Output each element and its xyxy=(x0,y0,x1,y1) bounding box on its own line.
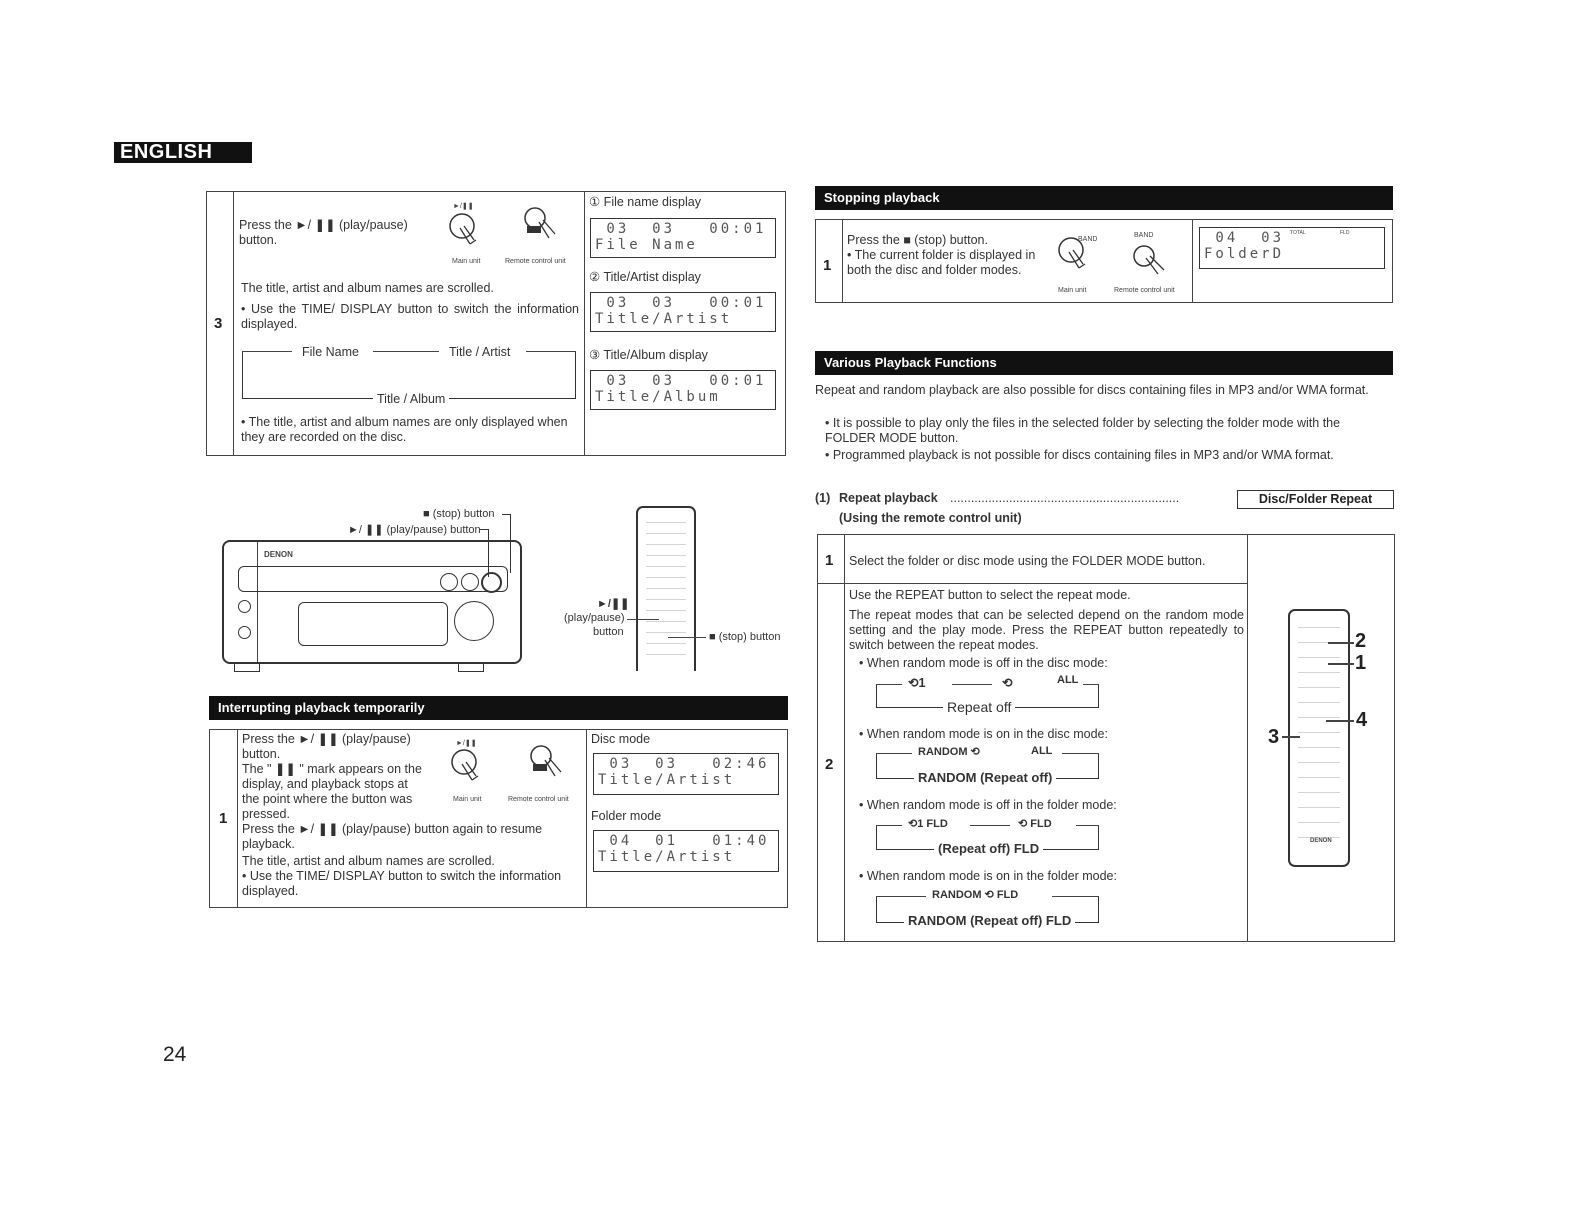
lcd-file-name: 03 03 00:01 File Name xyxy=(590,218,776,258)
volume-knob xyxy=(454,601,494,641)
lcd-folder-mode: 04 01 01:40 Title/Artist xyxy=(593,830,779,872)
remote-hand-icon xyxy=(517,204,561,248)
interrupting-title-bar: Interrupting playback temporarily xyxy=(209,696,788,720)
repeat-heading: Repeat playback xyxy=(839,491,938,505)
remote-hand-icon xyxy=(1130,242,1174,282)
lcd-folder-stop: 04 03 FolderD xyxy=(1199,227,1385,269)
stopping-title-bar: Stopping playback xyxy=(815,186,1393,210)
display1-label: ① File name display xyxy=(589,195,701,209)
lcd-disc-mode: 03 03 02:46 Title/Artist xyxy=(593,753,779,795)
various-intro: Repeat and random playback are also possible for discs containing files in MP3 and/or WMA format. xyxy=(815,383,1369,397)
playpause-button-label: ►/ ❚❚ (play/pause) button xyxy=(348,524,481,536)
language-tag: ENGLISH xyxy=(114,142,252,163)
repeat-subheading: (Using the remote control unit) xyxy=(839,511,1022,525)
display3-label: ③ Title/Album display xyxy=(589,348,708,362)
bullet-time-display: • Use the TIME/ DISPLAY button to switch the information displayed. xyxy=(241,302,579,331)
display2-label: ② Title/Artist display xyxy=(589,270,701,284)
main-unit-hand-icon xyxy=(446,210,486,252)
remote-hand-icon xyxy=(523,742,567,786)
page-number: 24 xyxy=(163,1043,187,1066)
brand-logo: DENON xyxy=(264,550,293,559)
lcd-title-artist: 03 03 00:01 Title/Artist xyxy=(590,292,776,332)
various-bullet2: • Programmed playback is not possible for discs containing files in MP3 and/or WMA format. xyxy=(825,448,1334,462)
various-bullet1: • It is possible to play only the files in the selected folder by selecting the folder mode with the FOLDER MODE button. xyxy=(825,416,1341,445)
various-title-bar: Various Playback Functions xyxy=(815,351,1393,375)
lcd-title-album: 03 03 00:01 Title/Album xyxy=(590,370,776,410)
press-play-text: Press the ►/ ❚❚ (play/pause) button. xyxy=(239,218,408,247)
main-unit-hand-icon xyxy=(448,746,488,788)
display-window xyxy=(298,602,448,646)
remote-stop-label: ■ (stop) button xyxy=(709,631,781,643)
scrolled-text: The title, artist and album names are scrolled. xyxy=(241,281,494,295)
folder-mode-label: Folder mode xyxy=(591,809,662,823)
bullet-recorded: • The title, artist and album names are only displayed when they are recorded on the disc. xyxy=(241,415,568,444)
disc-mode-label: Disc mode xyxy=(591,732,651,746)
step-number: 3 xyxy=(214,315,223,332)
stop-button-label: ■ (stop) button xyxy=(423,508,495,520)
disc-folder-repeat-tag: Disc/Folder Repeat xyxy=(1237,490,1394,509)
